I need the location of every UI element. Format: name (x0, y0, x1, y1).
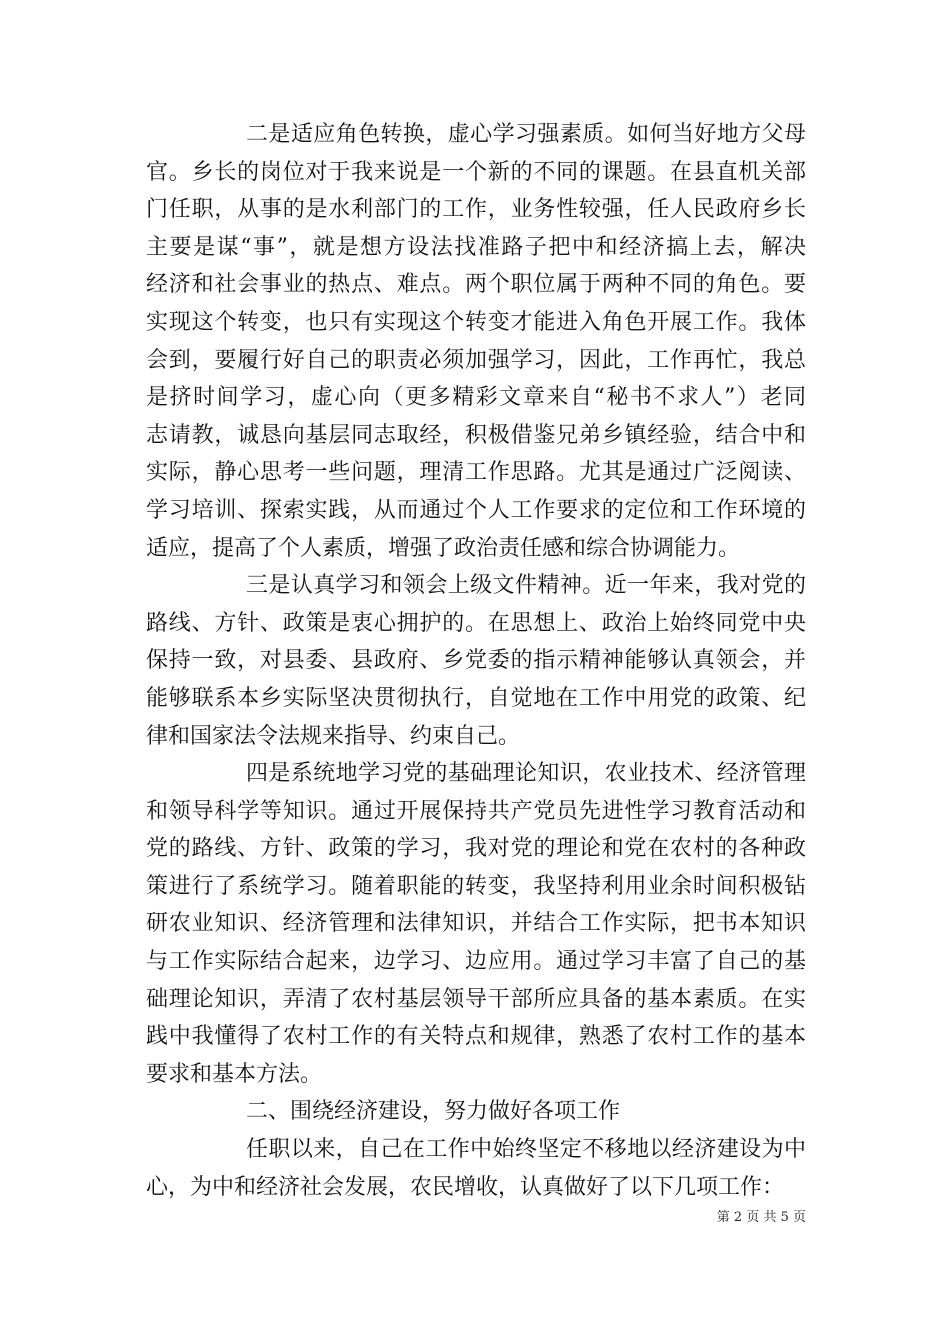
paragraph-line: 心，为中和经济社会发展，农民增收，认真做好了以下几项工作： (146, 1174, 785, 1200)
paragraph-line: 四是系统地学习党的基础理论知识，农业技术、经济管理 (246, 761, 806, 787)
paragraph-line: 门任职，从事的是水利部门的工作，业务性较强，任人民政府乡长 (146, 197, 806, 223)
section-heading: 二、围绕经济建设，努力做好各项工作 (246, 1099, 621, 1125)
paragraph-line: 实际，静心思考一些问题，理清工作思路。尤其是通过广泛阅读、 (146, 460, 806, 486)
paragraph-line: 任职以来，自己在工作中始终坚定不移地以经济建设为中 (246, 1137, 806, 1163)
page-number: 第 2 页 共 5 页 (716, 1210, 806, 1225)
paragraph-line: 与工作实际结合起来，边学习、边应用。通过学习丰富了自己的基 (146, 949, 806, 975)
paragraph-line: 和领导科学等知识。通过开展保持共产党员先进性学习教育活动和 (146, 798, 806, 824)
body-text (146, 116, 806, 1206)
paragraph-line: 路线、方针、政策是衷心拥护的。在思想上、政治上始终同党中央 (146, 610, 806, 636)
paragraph-line: 志请教，诚恳向基层同志取经，积极借鉴兄弟乡镇经验，结合中和 (146, 422, 806, 448)
paragraph-line: 党的路线、方针、政策的学习，我对党的理论和党在农村的各种政 (146, 836, 806, 862)
paragraph-line: 三是认真学习和领会上级文件精神。近一年来，我对党的 (246, 573, 806, 599)
paragraph-line: 实现这个转变，也只有实现这个转变才能进入角色开展工作。我体 (146, 309, 806, 335)
paragraph-line: 要求和基本方法。 (146, 1061, 323, 1087)
paragraph-line: 律和国家法令法规来指导、约束自己。 (146, 723, 521, 749)
paragraph-line: 策进行了系统学习。随着职能的转变，我坚持利用业余时间积极钻 (146, 873, 806, 899)
paragraph-line: 二是适应角色转换，虚心学习强素质。如何当好地方父母 (246, 122, 806, 147)
paragraph-line: 经济和社会事业的热点、难点。两个职位属于两种不同的角色。要 (146, 272, 806, 298)
paragraph-line: 能够联系本乡实际坚决贯彻执行，自觉地在工作中用党的政策、纪 (146, 685, 806, 711)
paragraph-line: 学习培训、探索实践，从而通过个人工作要求的定位和工作环境的 (146, 497, 806, 523)
paragraph-line: 官。乡长的岗位对于我来说是一个新的不同的课题。在县直机关部 (146, 159, 806, 185)
paragraph-line: 践中我懂得了农村工作的有关特点和规律，熟悉了农村工作的基本 (146, 1024, 806, 1050)
paragraph-line: 是挤时间学习，虚心向（更多精彩文章来自“秘书不求人”）老同 (146, 385, 806, 411)
paragraph-line: 适应，提高了个人素质，增强了政治责任感和综合协调能力。 (146, 535, 741, 561)
paragraph-line: 会到，要履行好自己的职责必须加强学习，因此，工作再忙，我总 (146, 347, 806, 373)
paragraph-line: 保持一致，对县委、县政府、乡党委的指示精神能够认真领会，并 (146, 648, 806, 674)
paragraph-line: 研农业知识、经济管理和法律知识，并结合工作实际，把书本知识 (146, 911, 806, 937)
paragraph-line: 础理论知识，弄清了农村基层领导干部所应具备的基本素质。在实 (146, 986, 806, 1012)
paragraph-line: 主要是谋“事”，就是想方设法找准路子把中和经济搞上去，解决 (146, 234, 806, 260)
